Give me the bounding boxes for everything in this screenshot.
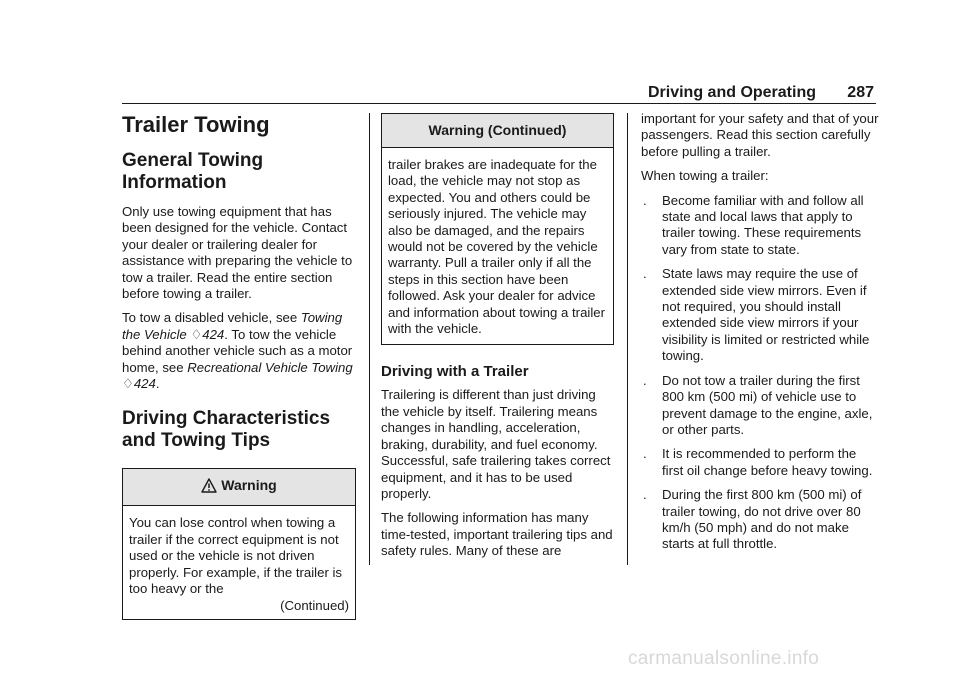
warning-body <box>382 148 613 344</box>
page-reference-icon: ♢ <box>190 326 203 342</box>
bullet-marker: . <box>643 192 647 208</box>
text: . <box>155 376 160 392</box>
header-rule <box>122 103 876 104</box>
column-divider <box>627 113 628 565</box>
bullet-marker: . <box>643 446 647 462</box>
cross-reference-link[interactable]: Towing the Vehicle <box>122 310 343 342</box>
list-item <box>641 487 879 553</box>
warning-header: Warning (Continued) <box>382 114 613 148</box>
warning-box-continued <box>381 113 614 345</box>
paragraph: When towing a trailer: <box>641 168 769 184</box>
list-item-text: During the first 800 km (500 mi) of trailer towing, do not drive over 80 km/h (50 mph) and do not make starts at full throttle. <box>662 487 862 552</box>
warning-title: Warning <box>221 477 277 494</box>
paragraph: Only use towing equipment that has been designed for the vehicle. Contact your dealer or trailering dealer for assistance with preparing the vehicle to tow a trailer. Read the entire section before towing a trailer. <box>122 204 353 302</box>
list-item <box>641 266 879 364</box>
bullet-marker: . <box>643 372 647 388</box>
paragraph: important for your safety and that of your passengers. Read this section carefully before pulling a trailer. <box>641 111 879 159</box>
list-item <box>641 193 879 259</box>
warning-body <box>123 506 355 618</box>
heading-general-towing: General Towing Information <box>122 150 264 193</box>
paragraph-see-also <box>122 310 356 392</box>
list-item-text: Become familiar with and follow all state and local laws that apply to trailer towing. These requirements vary from state to state. <box>662 192 864 257</box>
continued-label: (Continued) <box>280 597 349 613</box>
page-reference[interactable]: 424 <box>202 326 225 342</box>
list-item-text: Do not tow a trailer during the first 800 km (500 mi) of vehicle use to prevent damage to the engine, axle, or other parts. <box>662 372 873 437</box>
warning-text: You can lose control when towing a trailer if the correct equipment is not used or the vehicle is not driven properly. For example, if the trailer is too heavy or the <box>129 515 343 597</box>
text: To tow a disabled vehicle, see <box>122 310 301 326</box>
paragraph: Trailering is different than just driving the vehicle by itself. Trailering means changes in handling, acceleration, braking, durability, and fuel economy. Successful, safe trailering takes correct equipment, and it has to be used properly. <box>381 387 611 501</box>
list-item <box>641 446 879 479</box>
paragraph: The following information has many time-tested, important trailering tips and safety rules. Many of these are <box>381 510 613 559</box>
bullet-marker: . <box>643 266 647 282</box>
column-1 <box>122 112 356 620</box>
bullet-marker: . <box>643 487 647 503</box>
heading-driving-characteristics: Driving Characteristics and Towing Tips <box>122 408 331 452</box>
column-divider <box>369 113 370 565</box>
list-item <box>641 373 879 439</box>
list-item-text: State laws may require the use of extended side view mirrors. Even if not required, you should install extended side view mirrors if your visibility is limited or restricted while towing. <box>662 266 870 364</box>
warning-header <box>123 469 355 506</box>
warning-triangle-icon <box>201 478 217 497</box>
page-number: 287 <box>847 84 874 101</box>
bullet-list <box>641 193 879 553</box>
column-3 <box>641 111 879 561</box>
column-2 <box>381 113 614 568</box>
list-item-text: It is recommended to perform the first oil change before heavy towing. <box>662 446 873 478</box>
page-reference-icon: ♢ <box>122 376 134 392</box>
page-reference[interactable]: 424 <box>133 376 156 392</box>
watermark: carmanualsonline.info <box>628 648 820 669</box>
cross-reference-link[interactable]: Recreational Vehicle Towing <box>187 359 353 375</box>
warning-box <box>122 468 356 619</box>
heading-driving-with-trailer: Driving with a Trailer <box>381 363 529 381</box>
section-title: Driving and Operating <box>647 84 816 101</box>
text: . To tow the vehicle behind another vehicle such as a motor home, see <box>122 326 353 375</box>
chapter-title: Trailer Towing <box>122 112 270 137</box>
warning-text: trailer brakes are inadequate for the load, the vehicle may not stop as expected. You and others could be seriously injured. The vehicle may also be damaged, and the repairs would not be covered by the vehicle warranty. Pull a trailer only if all the steps in this section have been followed. Ask your dealer for advice and information about towing a trailer with the vehicle. <box>388 157 605 337</box>
